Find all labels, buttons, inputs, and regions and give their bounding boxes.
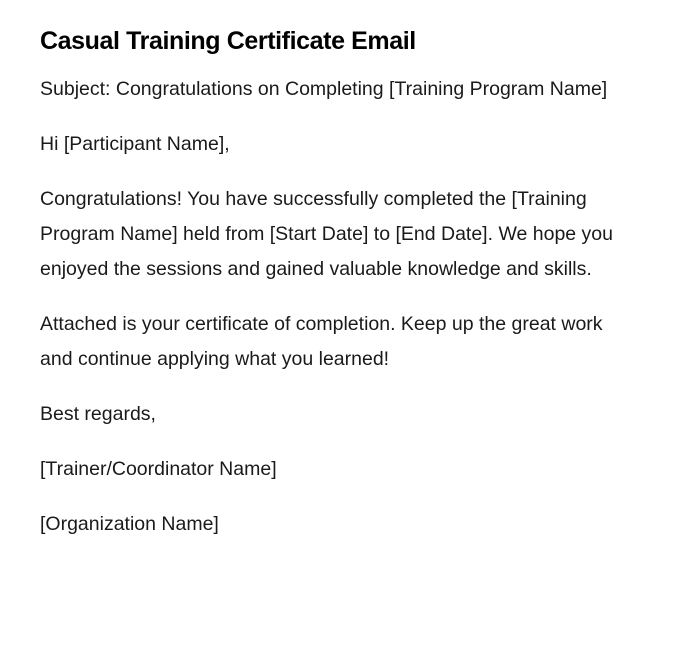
- email-subject: Subject: Congratulations on Completing [Training Program Name]: [40, 78, 608, 100]
- email-body-paragraph-2: Attached is your certificate of completion. Keep up the great work and continue applying what you learned!: [40, 313, 603, 370]
- email-greeting: Hi [Participant Name],: [40, 133, 230, 155]
- signature-name: [Trainer/Coordinator Name]: [40, 458, 277, 480]
- email-closing: Best regards,: [40, 403, 156, 425]
- email-body-paragraph-1: Congratulations! You have successfully completed the [Training Program Name] held from [Start Date] to [End Date]. We hope you enjoyed the sessions and gained valuable knowledge and skills.: [40, 188, 613, 280]
- signature-organization: [Organization Name]: [40, 513, 219, 535]
- document-title: Casual Training Certificate Email: [40, 27, 416, 55]
- email-document: [40, 24, 640, 562]
